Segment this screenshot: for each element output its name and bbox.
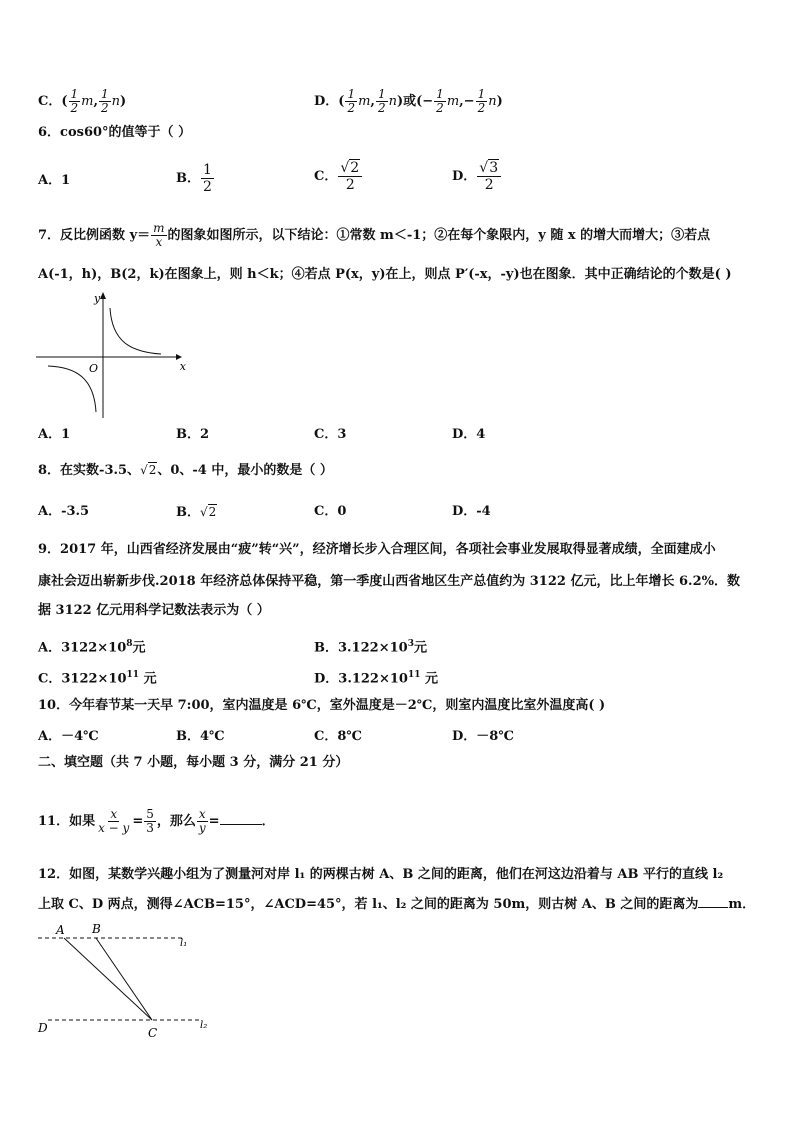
q12-segment-ac [64, 938, 152, 1020]
q9-stem-line1: 9．2017 年，山西省经济发展由“疲”转“兴”，经济增长步入合理区间，各项社会事业发展取得显著成绩，全面建成小 [38, 542, 716, 557]
q9-option-c-base: C．3122×10 [38, 671, 127, 687]
q9-option-d-unit: 元 [420, 671, 439, 687]
q9-option-b [314, 635, 427, 657]
q11-equals: = [132, 814, 144, 829]
q7-x-label: x [179, 360, 186, 373]
q9-option-d-exp: 11 [407, 670, 421, 680]
q11-answer-blank[interactable] [220, 812, 262, 825]
q11-frac2-den: 3 [146, 821, 154, 835]
q12-stem-line2 [38, 895, 755, 914]
q12-label-l2: l₂ [200, 1020, 208, 1031]
q9-option-c-unit: 元 [139, 671, 157, 687]
q11-frac1-den: x − y [98, 821, 130, 835]
q7-option-c: C．3 [314, 427, 347, 442]
q6-option-c-label: C． [314, 169, 338, 184]
q12-stem-line1: 12．如图，某数学兴趣小组为了测量河对岸 l₁ 的两棵古树 A、B 之间的距离，他们在河这边沿着与 AB 平行的直线 l₂ [38, 867, 724, 882]
q8-option-b: B．√2 [176, 505, 217, 520]
q10-stem: 10．今年春节某一天早 7:00，室内温度是 6℃，室外温度是－2℃，则室内温度比室外温度高( ) [38, 698, 606, 713]
q11-stem-d: ． [261, 814, 275, 829]
q8-stem: 8．在实数-3.5、√2、0、-4 中，最小的数是（ ） [38, 463, 333, 478]
q7-curve-q1 [110, 308, 161, 354]
q5-option-c: C．( $\frac{1}{2}$ m, $\frac{1}{2}$ n) [38, 87, 127, 115]
q11-frac2-num: 5 [146, 807, 154, 821]
q11-stem-a: 11．如果 [38, 814, 96, 829]
q10-option-c: C．8℃ [314, 729, 362, 744]
q11-frac3-den: y [198, 821, 206, 835]
q9-option-b-unit: 元 [413, 640, 427, 656]
q6-option-b-label: B． [176, 171, 200, 186]
q10-option-b: B．4℃ [176, 729, 225, 744]
q7-y-label: y [94, 292, 101, 305]
q5-option-d: D．( $\frac{1}{2}$ m, $\frac{1}{2}$ n)或(− $\frac{1}{2}$ m,− $\frac{1}{2}$ n) [314, 87, 503, 115]
q7-stem-a: 7．反比例函数 y＝ [38, 228, 151, 243]
q9-option-a [38, 635, 146, 657]
q10-option-a: A．－4℃ [38, 729, 99, 744]
q9-option-a-exp: 8 [126, 639, 133, 649]
q7-option-a: A．1 [38, 427, 71, 442]
q5-option-c-label: C． [38, 94, 62, 109]
q8-option-a: A．-3.5 [38, 504, 90, 519]
q6-stem: 6．cos60°的值等于（ ） [38, 125, 192, 140]
q7-option-b: B．2 [176, 427, 210, 442]
q11-frac3-num: x [198, 807, 206, 821]
q10-option-d: D．－8℃ [452, 729, 514, 744]
q7-hyperbola-graph [36, 290, 186, 418]
q7-stem-line1: 7．反比例函数 y＝ $\frac{m}{x}$ 的图象如图所示，以下结论：①常数 m＜-1；②在每个象限内，y 随 x 的增大而增大；③若点 [38, 221, 711, 249]
q9-option-a-unit: 元 [132, 640, 146, 656]
q9-option-c-exp: 11 [126, 670, 140, 680]
q6-option-c: C． $\frac{√2}{2}$ [314, 160, 363, 193]
q8-sqrt-radicand: 2 [148, 463, 157, 477]
q7-stem-b: 的图象如图所示，以下结论：①常数 m＜-1；②在每个象限内，y 随 x 的增大而增大；③若点 [167, 228, 711, 243]
q9-option-d-base: D．3.122×10 [314, 671, 408, 687]
q9-stem-line3: 据 3122 亿元用科学记数法表示为（ ） [38, 603, 270, 618]
q8-stem-b: 、0、-4 中，最小的数是（ ） [157, 463, 333, 478]
q5-or-word: 或 [403, 94, 417, 109]
q11-frac1-num: x [110, 807, 118, 821]
q7-stem-line2: A(-1，h)，B(2，k)在图象上，则 h＜k；④若点 P(x，y)在上，则点 P′(-x，-y)也在图象．其中正确结论的个数是( ) [38, 267, 732, 282]
q8-option-d: D．-4 [452, 504, 491, 519]
q8-option-c: C．0 [314, 504, 347, 519]
q11-stem-b: ，那么 [156, 814, 196, 829]
q6-option-b: B． $\frac{1}{2}$ [176, 162, 212, 195]
q8-option-b-label: B． [176, 505, 200, 520]
q12-river-figure [34, 920, 224, 1044]
q9-option-a-base: A．3122×10 [38, 640, 127, 656]
q9-option-b-base: B．3.122×10 [314, 640, 408, 656]
q12-segment-bc [96, 938, 152, 1020]
q12-point-d: D [38, 1021, 48, 1035]
q6-option-d-label: D． [452, 169, 477, 184]
section-fill-blank-title: 二、填空题（共 7 小题，每小题 3 分，满分 21 分） [38, 755, 349, 770]
q11-stem-c: = [208, 814, 220, 829]
q7-option-d: D．4 [452, 427, 486, 442]
q8-stem-a: 8．在实数-3.5、 [38, 463, 141, 478]
q12-point-c: C [148, 1026, 158, 1040]
q12-answer-blank[interactable] [698, 895, 728, 908]
q12-label-l1: l₁ [180, 938, 188, 949]
q9-option-c [38, 666, 157, 688]
q5-option-d-label: D． [314, 94, 339, 109]
q7-origin-label: O [89, 362, 99, 375]
q12-point-a: A [56, 923, 65, 937]
q12-point-b: B [92, 922, 101, 936]
q9-stem-line2: 康社会迈出崭新步伐.2018 年经济总体保持平稳，第一季度山西省地区生产总值约为 3122 亿元，比上年增长 6.2%．数 [38, 574, 740, 589]
q9-option-b-exp: 3 [407, 639, 414, 649]
q9-option-d [314, 666, 438, 688]
q11-stem [38, 808, 275, 835]
q7-y-axis-arrow [100, 292, 106, 299]
q12-stem-line2-a: 上取 C、D 两点，测得∠ACB=15°，∠ACD=45°，若 l₁、l₂ 之间的距离为 50m，则古树 A、B 之间的距离为 [38, 897, 699, 912]
q6-option-a: A．1 [38, 173, 71, 188]
q6-option-d: D． $\frac{√3}{2}$ [452, 160, 502, 193]
q12-stem-line2-b: m． [728, 897, 756, 912]
